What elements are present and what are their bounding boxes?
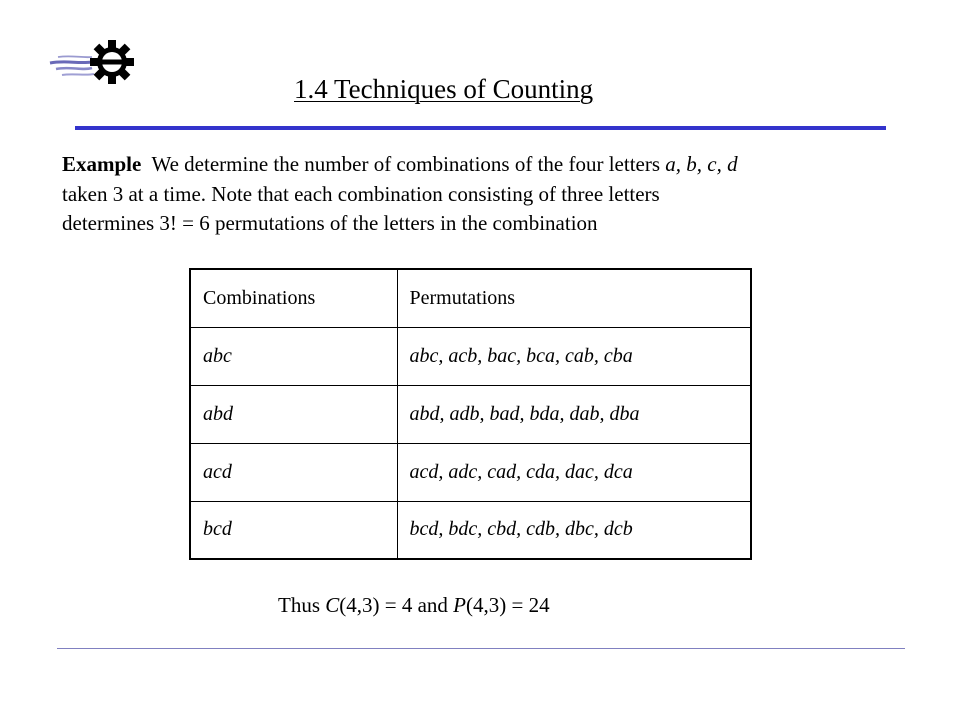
p-symbol: P [453, 593, 466, 617]
header-permutations: Permutations [397, 269, 751, 327]
example-line-1-text: We determine the number of combinations of the four letters [151, 152, 666, 176]
page-title: 1.4 Techniques of Counting [294, 74, 594, 104]
combination-cell: bcd [190, 501, 397, 559]
combination-cell: abc [190, 327, 397, 385]
example-line-1 [62, 150, 922, 180]
example-label: Example [62, 152, 142, 176]
example-letters: a, b, c, d [665, 152, 738, 176]
table-row [190, 327, 751, 385]
footer-divider [57, 648, 905, 649]
p-expression: (4,3) = 24 [466, 593, 550, 617]
permutations-cell: abd, adb, bad, bda, dab, dba [397, 385, 751, 443]
c-expression: (4,3) = 4 and [339, 593, 454, 617]
gear-logo-icon [48, 38, 138, 88]
combination-cell: acd [190, 443, 397, 501]
table-row [190, 501, 751, 559]
table-row [190, 385, 751, 443]
example-line-2: taken 3 at a time. Note that each combination consisting of three letters [62, 181, 660, 206]
example-line-3: determines 3! = 6 permutations of the letters in the combination [62, 211, 598, 235]
c-symbol: C [325, 593, 340, 617]
permutations-cell: bcd, bdc, cbd, cdb, dbc, dcb [397, 501, 751, 559]
header-combinations: Combinations [190, 269, 397, 327]
conclusion-prefix: Thus [278, 593, 326, 617]
title-divider [75, 126, 886, 130]
combination-cell: abd [190, 385, 397, 443]
combinations-table [189, 268, 752, 560]
conclusion-text [278, 593, 550, 618]
table-row [190, 443, 751, 501]
permutations-cell: abc, acb, bac, bca, cab, cba [397, 327, 751, 385]
table-header-row [190, 269, 751, 327]
example-paragraph [62, 150, 922, 239]
permutations-cell: acd, adc, cad, cda, dac, dca [397, 443, 751, 501]
